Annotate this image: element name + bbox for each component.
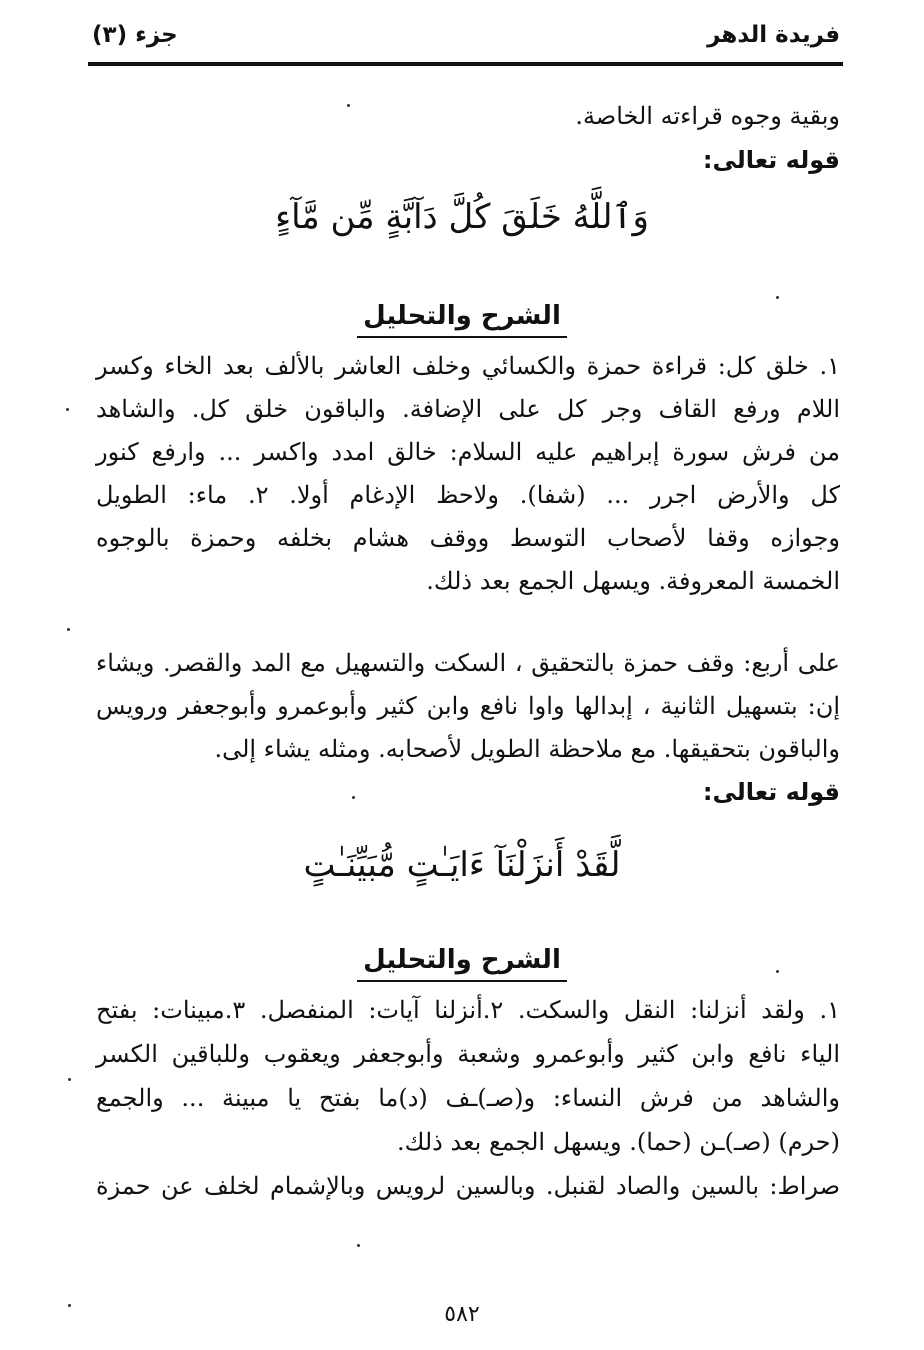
commentary-line: الخمسة المعروفة. ويسهل الجمع بعد ذلك. [426,567,840,595]
commentary-line: من فرش سورة إبراهيم عليه السلام: خالق امدد واكسر ... وارفع كنور [96,438,840,466]
paragraph-line: والباقون بتحقيقها. مع ملاحظة الطويل لأصحابه. ومثله يشاء إلى. [214,735,840,763]
paragraph-line: على أربع: وقف حمزة بالتحقيق ، السكت والتسهيل مع المد والقصر. ويشاء [96,649,840,677]
commentary-line: وجوازه وقفا لأصحاب التوسط ووقف هشام بخلفه وحمزة بالوجوه [96,524,840,552]
scan-speck [352,796,355,799]
commentary-line: ١. ولقد أنزلنا: النقل والسكت. ٢.أنزلنا آيات: المنفصل. ٣.مبينات: بفتح [96,996,841,1024]
scan-speck [68,1078,71,1081]
commentary-line: كل والأرض اجرر ... (شفا). ولاحظ الإدغام أولا. ٢. ماء: الطويل [96,481,840,509]
scan-speck [66,408,69,411]
scan-speck [347,104,350,107]
section-heading-text: الشرح والتحليل [357,296,567,338]
commentary-line: الياء نافع وابن كثير وأبوعمرو وشعبة وأبوجعفر ويعقوب وللباقين الكسر [96,1040,840,1068]
intro-line: وبقية وجوه قراءته الخاصة. [575,102,840,130]
commentary-line: ١. خلق كل: قراءة حمزة والكسائي وخلف العاشر بالألف بعد الخاء وكسر [96,352,840,380]
scan-speck [776,296,779,299]
scan-speck [67,628,70,631]
header-rule [88,62,843,66]
scan-speck [357,1244,360,1247]
quran-verse: لَّقَدْ أَنزَلْنَآ ءَايَـٰتٍ مُّبَيِّنَـٰتٍ [303,845,621,885]
commentary-line: صراط: بالسين والصاد لقنبل. وبالسين لرويس وبالإشمام لخلف عن حمزة [96,1172,840,1200]
quran-label: قوله تعالى: [702,778,840,806]
scan-speck [776,970,779,973]
commentary-line: اللام ورفع القاف وجر كل على الإضافة. والباقون خلق كل. والشاهد [96,395,841,423]
section-heading-text: الشرح والتحليل [357,940,567,982]
commentary-line: والشاهد من فرش النساء: و(صـ)ـف (د)ما بفتح يا مبينة ... والجمع [96,1084,840,1112]
commentary-line: (حرم) (صـ)ـن (حما). ويسهل الجمع بعد ذلك. [396,1128,840,1156]
scan-speck [68,1304,71,1307]
running-header-volume: جزء (٣) [92,22,178,48]
quran-label: قوله تعالى: [702,146,840,174]
section-heading [0,940,924,982]
section-heading [0,296,924,338]
quran-verse: وَٱللَّهُ خَلَقَ كُلَّ دَآبَّةٍ مِّن مَّآءٍ [275,197,649,237]
running-header-title: فريدة الدهر [707,22,840,48]
page-number: ٥٨٢ [444,1302,480,1327]
paragraph-line: إن: بتسهيل الثانية ، إبدالها واوا نافع وابن كثير وأبوعمرو وأبوجعفر ورويس [96,692,840,720]
